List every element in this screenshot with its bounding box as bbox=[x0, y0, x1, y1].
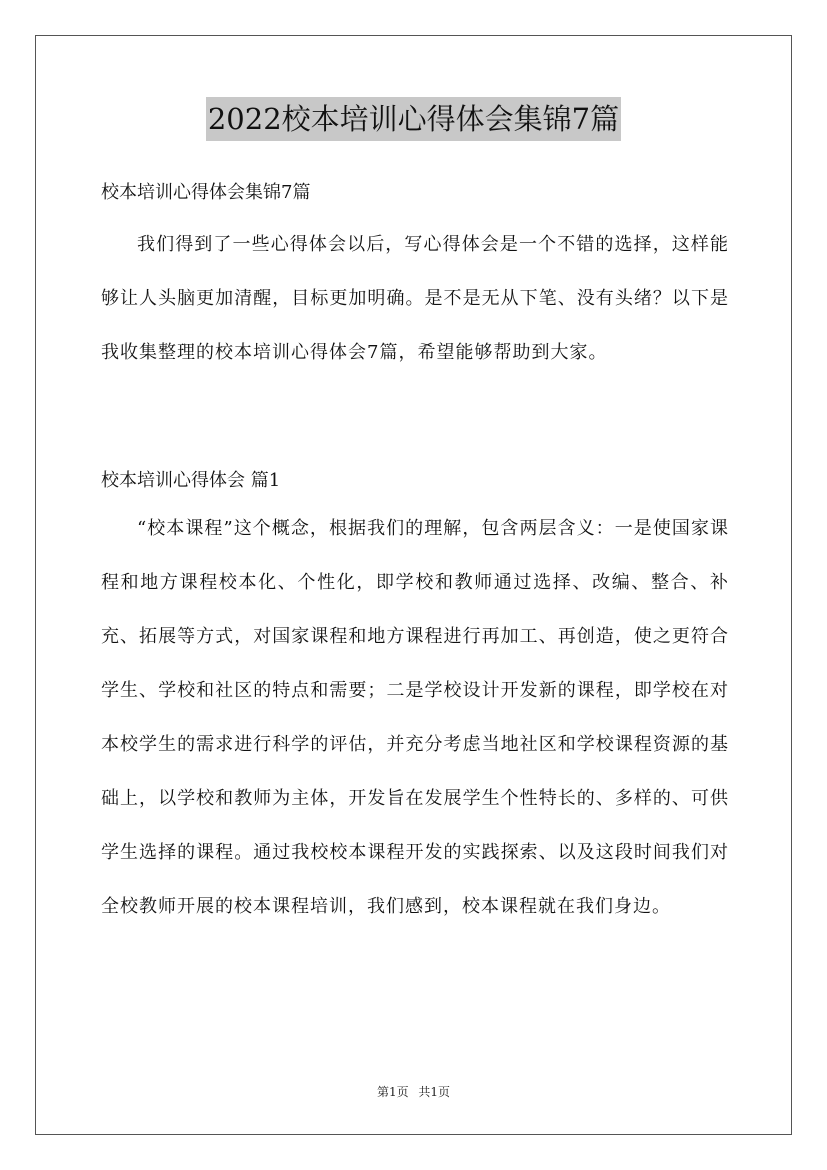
document-body bbox=[101, 172, 729, 934]
section-paragraph: “校本课程”这个概念，根据我们的理解，包含两层含义：一是使国家课程和地方课程校本化、个性化，即学校和教师通过选择、改编、整合、补充、拓展等方式，对国家课程和地方课程进行再加工、再创造，使之更符合学生、学校和社区的特点和需要；二是学校设计开发新的课程，即学校在对本校学生的需求进行科学的评估，并充分考虑当地社区和学校课程资源的基础上，以学校和教师为主体，开发旨在发展学生个性特长的、多样的、可供学生选择的课程。通过我校校本课程开发的实践探索、以及这段时间我们对全校教师开展的校本课程培训，我们感到，校本课程就在我们身边。 bbox=[101, 518, 729, 917]
title-container bbox=[0, 97, 827, 141]
document-subtitle: 校本培训心得体会集锦7篇 bbox=[101, 182, 311, 203]
page-footer bbox=[0, 1084, 827, 1100]
page-total: 共1页 bbox=[418, 1085, 451, 1099]
document-title: 2022校本培训心得体会集锦7篇 bbox=[206, 97, 621, 141]
page-number: 第1页 bbox=[376, 1085, 409, 1099]
intro-paragraph: 我们得到了一些心得体会以后，写心得体会是一个不错的选择，这样能够让人头脑更加清醒，目标更加明确。是不是无从下笔、没有头绪？以下是我收集整理的校本培训心得体会7篇，希望能够帮助到大家。 bbox=[101, 234, 729, 363]
section-heading: 校本培训心得体会 篇1 bbox=[101, 470, 281, 491]
